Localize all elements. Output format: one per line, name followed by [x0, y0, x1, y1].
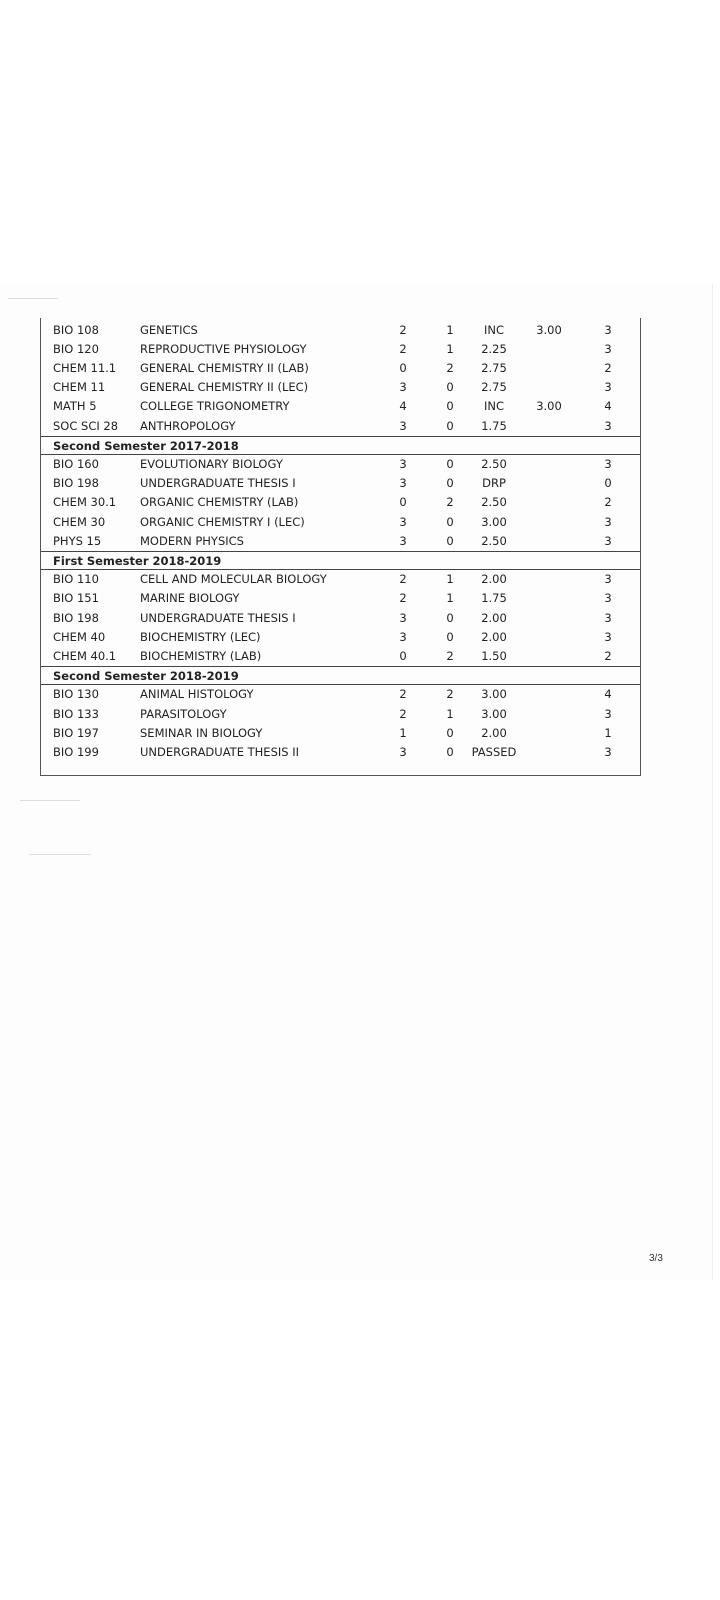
- cell-lab: 2: [446, 495, 454, 510]
- table-row: [41, 493, 640, 512]
- cell-title: GENERAL CHEMISTRY II (LEC): [140, 380, 309, 395]
- cell-lec: 2: [399, 323, 407, 337]
- cell-lec: 2: [399, 687, 407, 702]
- cell-title: BIOCHEMISTRY (LAB): [140, 648, 262, 663]
- cell-credit: 3: [604, 514, 612, 529]
- cell-reexam: 3.00: [536, 323, 562, 337]
- cell-credit: 3: [604, 380, 612, 395]
- cell-lab: 0: [446, 399, 454, 414]
- cell-lec: 0: [399, 495, 407, 510]
- cell-lec: 2: [399, 706, 407, 721]
- cell-lab: 0: [446, 514, 454, 529]
- cell-lab: 1: [446, 706, 454, 721]
- cell-lab: 0: [446, 610, 454, 625]
- cell-title: EVOLUTIONARY BIOLOGY: [140, 457, 283, 472]
- cell-grade: 2.00: [481, 629, 507, 644]
- cell-title: UNDERGRADUATE THESIS I: [140, 610, 296, 625]
- grades-table: [40, 318, 641, 776]
- cell-grade: 2.00: [481, 572, 507, 587]
- cell-lab: 0: [446, 457, 454, 472]
- cell-credit: 3: [604, 418, 612, 433]
- cell-code: CHEM 30: [53, 514, 106, 529]
- cell-code: SOC SCI 28: [53, 418, 119, 433]
- cell-lab: 2: [446, 361, 454, 376]
- cell-lec: 3: [399, 514, 407, 529]
- cell-title: CELL AND MOLECULAR BIOLOGY: [140, 572, 327, 587]
- cell-grade: 1.75: [481, 418, 507, 433]
- cell-code: CHEM 11: [53, 380, 106, 395]
- table-row: [41, 340, 640, 359]
- cell-lab: 0: [446, 744, 454, 759]
- table-row: [41, 705, 640, 724]
- cell-credit: 3: [604, 342, 612, 357]
- cell-grade: 2.75: [481, 361, 507, 376]
- cell-grade: 2.50: [481, 457, 507, 472]
- cell-lec: 1: [399, 725, 407, 740]
- cell-title: ORGANIC CHEMISTRY (LAB): [140, 495, 299, 510]
- semester-label: Second Semester 2017-2018: [53, 438, 239, 453]
- cell-lec: 3: [399, 533, 407, 548]
- cell-lab: 0: [446, 725, 454, 740]
- cell-lab: 1: [446, 572, 454, 587]
- scan-artifact: [30, 854, 90, 855]
- cell-grade: PASSED: [471, 744, 517, 759]
- cell-credit: 4: [604, 399, 612, 414]
- semester-label: First Semester 2018-2019: [53, 553, 222, 568]
- table-row: [41, 455, 640, 474]
- cell-title: MODERN PHYSICS: [140, 533, 244, 548]
- cell-code: BIO 133: [53, 706, 99, 721]
- table-row: [41, 417, 640, 436]
- cell-lec: 4: [399, 399, 407, 414]
- cell-code: PHYS 15: [53, 533, 102, 548]
- cell-lab: 2: [446, 687, 454, 702]
- semester-label: Second Semester 2018-2019: [53, 668, 239, 683]
- cell-credit: 3: [604, 591, 612, 606]
- cell-grade: 2.25: [481, 342, 507, 357]
- cell-lab: 0: [446, 476, 454, 491]
- cell-credit: 2: [604, 495, 612, 510]
- table-row: [41, 321, 640, 340]
- cell-lec: 3: [399, 629, 407, 644]
- cell-lab: 0: [446, 629, 454, 644]
- semester-header: [41, 436, 640, 455]
- table-row: [41, 685, 640, 704]
- cell-title: GENETICS: [140, 323, 198, 337]
- cell-title: UNDERGRADUATE THESIS II: [140, 744, 299, 759]
- cell-lab: 1: [446, 591, 454, 606]
- cell-lec: 3: [399, 418, 407, 433]
- cell-code: MATH 5: [53, 399, 97, 414]
- cell-code: CHEM 40: [53, 629, 106, 644]
- cell-credit: 3: [604, 706, 612, 721]
- cell-title: COLLEGE TRIGONOMETRY: [140, 399, 290, 414]
- table-row: [41, 378, 640, 397]
- semester-header: [41, 551, 640, 570]
- cell-lec: 0: [399, 648, 407, 663]
- cell-title: ANIMAL HISTOLOGY: [140, 687, 254, 702]
- cell-title: BIOCHEMISTRY (LEC): [140, 629, 261, 644]
- cell-grade: 1.50: [481, 648, 507, 663]
- cell-title: SEMINAR IN BIOLOGY: [140, 725, 263, 740]
- cell-grade: INC: [483, 323, 505, 337]
- cell-title: ANTHROPOLOGY: [140, 418, 236, 433]
- cell-grade: 3.00: [481, 706, 507, 721]
- cell-credit: 3: [604, 572, 612, 587]
- cell-grade: 3.00: [481, 514, 507, 529]
- cell-title: UNDERGRADUATE THESIS I: [140, 476, 296, 491]
- cell-lec: 3: [399, 610, 407, 625]
- table-row: [41, 397, 640, 416]
- table-row: [41, 359, 640, 378]
- cell-lec: 2: [399, 591, 407, 606]
- table-row: [41, 628, 640, 647]
- cell-code: BIO 110: [53, 572, 99, 587]
- cell-code: BIO 108: [53, 323, 99, 337]
- cell-code: BIO 160: [53, 457, 99, 472]
- table-row: [41, 532, 640, 551]
- cell-code: CHEM 40.1: [53, 648, 117, 663]
- cell-title: REPRODUCTIVE PHYSIOLOGY: [140, 342, 307, 357]
- cell-grade: 2.75: [481, 380, 507, 395]
- table-row: [41, 743, 640, 762]
- cell-grade: 1.75: [481, 591, 507, 606]
- scan-artifact: [8, 298, 58, 299]
- cell-lec: 2: [399, 342, 407, 357]
- cell-lec: 2: [399, 572, 407, 587]
- cell-credit: 0: [604, 476, 612, 491]
- cell-lab: 0: [446, 533, 454, 548]
- cell-grade: DRP: [482, 476, 506, 491]
- cell-credit: 3: [604, 457, 612, 472]
- table-row: [41, 724, 640, 743]
- cell-title: GENERAL CHEMISTRY II (LAB): [140, 361, 309, 376]
- cell-credit: 3: [604, 744, 612, 759]
- cell-grade: 2.50: [481, 533, 507, 548]
- cell-credit: 3: [604, 629, 612, 644]
- cell-code: BIO 151: [53, 591, 99, 606]
- cell-credit: 4: [604, 687, 612, 702]
- cell-lec: 3: [399, 457, 407, 472]
- cell-code: BIO 199: [53, 744, 99, 759]
- table-row: [41, 647, 640, 666]
- cell-title: MARINE BIOLOGY: [140, 591, 240, 606]
- cell-lec: 0: [399, 361, 407, 376]
- cell-lab: 2: [446, 648, 454, 663]
- cell-title: ORGANIC CHEMISTRY I (LEC): [140, 514, 305, 529]
- cell-code: CHEM 11.1: [53, 361, 117, 376]
- cell-code: BIO 197: [53, 725, 99, 740]
- cell-grade: 2.50: [481, 495, 507, 510]
- cell-code: BIO 130: [53, 687, 99, 702]
- cell-code: BIO 198: [53, 610, 99, 625]
- cell-grade: 2.00: [481, 610, 507, 625]
- cell-code: BIO 198: [53, 476, 99, 491]
- cell-credit: 1: [604, 725, 612, 740]
- scan-artifact: [20, 800, 80, 801]
- table-row: [41, 513, 640, 532]
- cell-lab: 0: [446, 418, 454, 433]
- cell-lec: 3: [399, 476, 407, 491]
- cell-grade: 3.00: [481, 687, 507, 702]
- table-row: [41, 609, 640, 628]
- cell-grade: 2.00: [481, 725, 507, 740]
- page-number: 3/3: [649, 1253, 663, 1264]
- cell-credit: 3: [604, 610, 612, 625]
- cell-lab: 0: [446, 380, 454, 395]
- cell-reexam: 3.00: [536, 399, 562, 414]
- table-row: [41, 474, 640, 493]
- cell-code: CHEM 30.1: [53, 495, 117, 510]
- cell-lab: 1: [446, 342, 454, 357]
- cell-lec: 3: [399, 380, 407, 395]
- cell-code: BIO 120: [53, 342, 99, 357]
- table-row: [41, 589, 640, 608]
- table-row: [41, 570, 640, 589]
- cell-credit: 2: [604, 648, 612, 663]
- cell-credit: 3: [604, 533, 612, 548]
- cell-grade: INC: [483, 399, 505, 414]
- cell-lab: 1: [446, 323, 454, 337]
- cell-title: PARASITOLOGY: [140, 706, 227, 721]
- cell-credit: 3: [604, 323, 612, 337]
- cell-credit: 2: [604, 361, 612, 376]
- semester-header: [41, 666, 640, 685]
- cell-lec: 3: [399, 744, 407, 759]
